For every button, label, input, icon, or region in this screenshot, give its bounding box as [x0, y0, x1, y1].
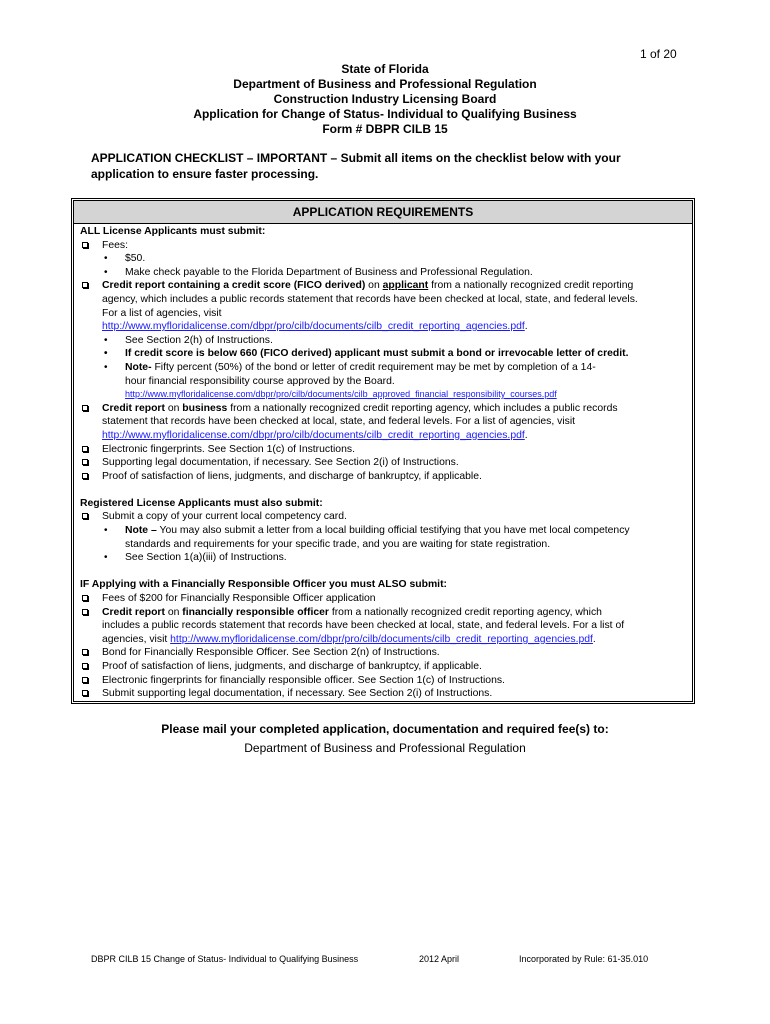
page-number: 1 of 20 [640, 47, 677, 61]
header-department: Department of Business and Professional Regulation [233, 77, 537, 91]
checkbox-icon[interactable] [82, 595, 88, 601]
checkbox-icon[interactable] [82, 405, 88, 411]
bullet-icon: • [104, 348, 108, 360]
header-state: State of Florida [341, 62, 429, 76]
bullet-item: • $50. [104, 253, 146, 265]
credit-agencies-link[interactable]: http://www.myfloridalicense.com/dbpr/pro/cilb/documents/cilb_credit_reporting_agencies.pdf [102, 321, 525, 333]
header-form-number: Form # DBPR CILB 15 [322, 122, 448, 136]
bullet-item: • Note- Fifty percent (50%) of the bond or letter of credit requirement may be met by completion of a 14- [104, 361, 596, 373]
checklist-item-credit-report-business: Credit report on business from a nationally recognized credit reporting agency, which includes a public records [80, 402, 688, 416]
header-board: Construction Industry Licensing Board [273, 92, 497, 106]
checklist-item-fro-bond: Bond for Financially Responsible Officer. See Section 2(n) of Instructions. [80, 646, 688, 660]
fro-heading: IF Applying with a Financially Responsible Officer you must ALSO submit: [80, 579, 447, 591]
financial-courses-link[interactable]: http://www.myfloridalicense.com/dbpr/pro/cilb/documents/cilb_approved_financial_responsibility_courses.pdf [125, 389, 557, 400]
mail-recipient: Department of Business and Professional Regulation [244, 741, 526, 755]
checklist-item-fees: Fees: [80, 239, 688, 253]
bullet-item: • See Section 1(a)(iii) of Instructions. [104, 552, 287, 564]
checkbox-icon[interactable] [82, 690, 88, 696]
checkbox-icon[interactable] [82, 677, 88, 683]
bullet-icon: • [104, 525, 108, 537]
checkbox-icon[interactable] [82, 459, 88, 465]
checkbox-icon[interactable] [82, 282, 88, 288]
checkbox-icon[interactable] [82, 649, 88, 655]
checklist-item-fro-legal: Submit supporting legal documentation, if necessary. See Section 2(i) of Instructions. [80, 687, 688, 701]
bullet-icon: • [104, 266, 108, 278]
checklist-item-fingerprints: Electronic fingerprints. See Section 1(c) of Instructions. [80, 443, 688, 457]
requirements-title: APPLICATION REQUIREMENTS [74, 201, 692, 224]
checklist-notice [91, 150, 691, 182]
footer-date: 2012 April [419, 954, 460, 964]
checklist-item-credit-report-applicant: Credit report containing a credit score (FICO derived) on applicant from a nationally recognized credit reporting [80, 279, 688, 293]
footer-form-name: DBPR CILB 15 Change of Status- Individual to Qualifying Business [91, 954, 359, 964]
checkbox-icon[interactable] [82, 446, 88, 452]
bullet-item: • See Section 2(h) of Instructions. [104, 334, 273, 346]
all-applicants-heading: ALL License Applicants must submit: [80, 226, 266, 237]
checklist-item-fro-proof: Proof of satisfaction of liens, judgments, and discharge of bankruptcy, if applicable. [80, 660, 688, 674]
registered-applicants-heading: Registered License Applicants must also submit: [80, 497, 323, 509]
checklist-item-legal-docs: Supporting legal documentation, if necessary. See Section 2(i) of Instructions. [80, 456, 688, 470]
bullet-item: • Note – You may also submit a letter from a local building official testifying that you have met local competency [104, 525, 630, 537]
bullet-item: • Make check payable to the Florida Department of Business and Professional Regulation. [104, 266, 533, 278]
checkbox-icon[interactable] [82, 242, 88, 248]
credit-agencies-link[interactable]: http://www.myfloridalicense.com/dbpr/pro/cilb/documents/cilb_credit_reporting_agencies.pdf [170, 633, 593, 645]
checklist-line-1: APPLICATION CHECKLIST – IMPORTANT – Submit all items on the checklist below with your [91, 151, 621, 165]
checkbox-icon[interactable] [82, 473, 88, 479]
checkbox-icon[interactable] [82, 663, 88, 669]
credit-agencies-link[interactable]: http://www.myfloridalicense.com/dbpr/pro/cilb/documents/cilb_credit_reporting_agencies.pdf [102, 429, 525, 441]
checkbox-icon[interactable] [82, 513, 88, 519]
checklist-line-2: application to ensure faster processing. [91, 167, 319, 181]
checklist-item-proof-liens: Proof of satisfaction of liens, judgments, and discharge of bankruptcy, if applicable. [80, 470, 688, 484]
checklist-item-fro-credit-report: Credit report on financially responsible officer from a nationally recognized credit reporting agency, which [80, 606, 688, 620]
footer-rule: Incorporated by Rule: 61-35.010 [519, 954, 649, 964]
checklist-item-competency-card: Submit a copy of your current local competency card. [80, 510, 688, 524]
requirements-body: ALL License Applicants must submit: Fees: • $50. • Make check payable to the Florida Department of Business and Professional Regulation. Credit report containing a credit score (FICO derived) on applicant from a nationally recognized credit reporting agency, which includes a public records statement that records have been checked at local, state, and federal levels. For a list of agencies, visit http://www.myfloridalicense.com/dbpr/pro/cilb/documents/cilb_credit_reporting_agencies.pdf. • See Section 2(h) of Instructions. • If credit score is below 660 (FICO derived) applicant must submit a bond or irrevocable letter of credit. • Note- Fifty percent (50%) of the bond or letter of credit requirement may be met by completion of a 14- hour financial responsibility course approved by the Board. http://www.myfloridalicense.com/dbpr/pro/cilb/documents/cilb_approved_financial_responsibility_courses.pdf Credit report on business from a nationally recognized credit reporting agency, which includes a public records statement that records have been checked at local, state, and federal levels. For a list of agencies, visit http://www.myfloridalicense.com/dbpr/pro/cilb/documents/cilb_credit_reporting_agencies.pdf. Electronic fingerprints. See Section 1(c) of Instructions. Supporting legal documentation, if necessary. See Section 2(i) of Instructions. Proof of satisfaction of liens, judgments, and discharge of bankruptcy, if applicable. Registered License Applicants must also submit: Submit a copy of your current local competency card. • Note – You may also submit a letter from a local building official testifying that you have met local competency standards and requirements for your specific trade, and you are waiting for state registration. • See Section 1(a)(iii) of Instructions. IF Applying with a Financially Responsible Officer you must ALSO submit: Fees of $200 for Financially Responsible Officer application Credit report on financially responsible officer from a nationally recognized credit reporting agency, which includes a public records statement that records have been checked at local, state, and federal levels. For a list of agencies, visit http://www.myfloridalicense.com/dbpr/pro/cilb/documents/cilb_credit_reporting_agencies.pdf. Bond for Financially Responsible Officer. See Section 2(n) of Instructions. Proof of satisfaction of liens, judgments, and discharge of bankruptcy, if applicable. Electronic fingerprints for financially responsible officer. See Section 1(c) of Instructions. Submit supporting legal documentation, if necessary. See Section 2(i) of Instructions. [80, 225, 688, 701]
checkbox-icon[interactable] [82, 609, 88, 615]
header-application-title: Application for Change of Status- Individual to Qualifying Business [193, 107, 577, 121]
bullet-icon: • [104, 361, 108, 373]
bullet-icon: • [104, 552, 108, 564]
checklist-item-fro-fingerprints: Electronic fingerprints for financially responsible officer. See Section 1(c) of Instructions. [80, 674, 688, 688]
requirements-box [71, 198, 695, 704]
bullet-icon: • [104, 253, 108, 265]
mail-instruction: Please mail your completed application, documentation and required fee(s) to: [161, 722, 609, 736]
checklist-item-fro-fees: Fees of $200 for Financially Responsible Officer application [80, 592, 688, 606]
bullet-item: • If credit score is below 660 (FICO derived) applicant must submit a bond or irrevocable letter of credit. [104, 348, 629, 360]
form-header [0, 62, 770, 137]
bullet-icon: • [104, 334, 108, 346]
